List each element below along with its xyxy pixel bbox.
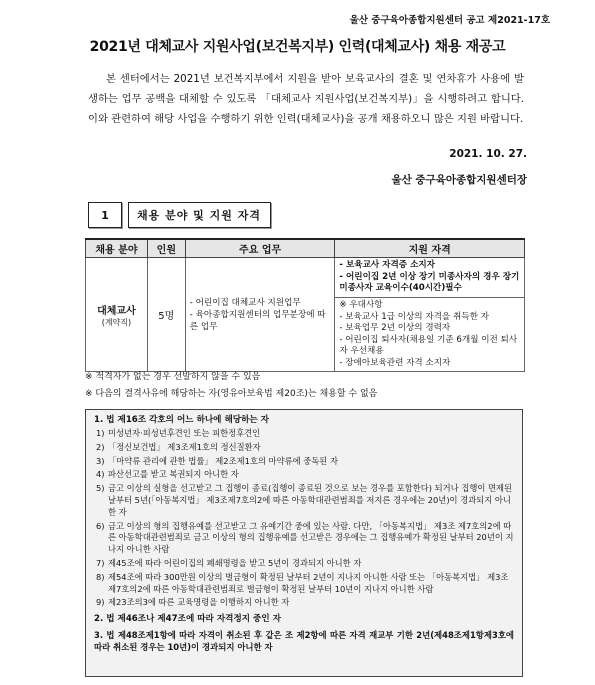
list-item: 3) 「마약류 관리에 관한 법률」 제2조제1호의 마약류에 중독된 자 [96, 455, 338, 466]
intro-paragraph: 본 센터에서는 2021년 보건복지부에서 지원을 받아 보육교사의 결혼 및 연차휴가 사용에 발생하는 업무 공백을 대체할 수 있도록 「대체교사 지원사업(보건복지부)」을 시행하려고 합니다. 이와 관련하여 해당 사업을 수행하기 위한 인력(대체교사)을 공개 채용하오니 많은 지원 바랍니다. [88, 73, 524, 125]
section-number: 1 [88, 202, 122, 228]
list-item: 6) 금고 이상의 형의 집행유예를 선고받고 그 유예기간 중에 있는 사람. 다만, 「아동복지법」 제3조 제7호의2에 따른 아동학대관련범죄로 금고 이상의 형의 집행유예를 선고받은 경우에는 그 집행유예가 확정된 날부터 20년이 지나지 아니한 사람 [96, 520, 514, 555]
list-item: 1) 미성년자·피성년후견인 또는 피한정후견인 [96, 428, 261, 438]
header-count: 인원 [147, 239, 185, 258]
duty-item: - 어린이집 대체교사 지원업무 [189, 297, 301, 308]
count-cell: 5명 [147, 258, 185, 372]
field-cell [86, 258, 148, 372]
note-item: ※ 적격자가 없는 경우 선발하지 않을 수 있음 [85, 372, 261, 382]
list-item: 2) 「정신보건법」 제3조제1호의 정신질환자 [96, 441, 261, 452]
disq-heading-2: 2. 법 제46조나 제47조에 따라 자격정지 중인 자 [94, 614, 281, 625]
notice-number: 울산 중구육아종합지원센터 공고 제2021-17호 [349, 15, 550, 26]
preferred-item: - 보육교사 1급 이상의 자격을 취득한 자 [339, 311, 489, 322]
list-item: 4) 파산선고를 받고 복권되지 아니한 자 [96, 469, 239, 480]
header-duties: 주요 업무 [185, 239, 335, 258]
disqualification-box [85, 409, 523, 677]
list-item: 8) 제54조에 따라 300만원 이상의 벌금형이 확정된 날부터 2년이 지나지 아니한 사람 또는 「아동복지법」 제3조제7호의2에 따른 아동학대관련범죄로 벌금형이 확정된 날부터 10년이 지나지 아니한 사람 [96, 571, 509, 594]
preferred-item: - 어린이집 퇴사자(채용일 기준 6개월 이전 퇴사자 우선채용 [339, 334, 518, 356]
disq-heading-3: 3. 법 제48조제1항에 따라 자격이 취소된 후 같은 조 제2항에 따른 자격 재교부 기한 2년(제48조제1항제3호에 따라 취소된 경우는 10년)이 경과되지 아니한 자 [94, 630, 514, 653]
recruitment-table [85, 238, 525, 372]
list-item: 9) 제23조의3에 따른 교육명령을 이행하지 아니한 자 [96, 597, 290, 608]
table-header-row [86, 239, 525, 258]
list-item: 7) 제45조에 따라 어린이집의 폐쇄명령을 받고 5년이 경과되지 아니한 자 [96, 557, 362, 568]
section-heading [88, 202, 271, 228]
preferred-item: ※ 우대사항 [339, 300, 383, 310]
section-title: 채용 분야 및 지원 자격 [128, 202, 271, 228]
required-qualifications [335, 258, 525, 298]
preferred-qualifications [335, 298, 525, 372]
duties-cell [185, 258, 335, 372]
issuing-organization: 울산 중구육아종합지원센터장 [391, 174, 527, 186]
disq-heading-1: 1. 법 제16조 각호의 어느 하나에 해당하는 자 [94, 415, 269, 425]
field-type: (계약직) [101, 317, 132, 327]
required-item: - 보육교사 자격증 소지자 [339, 260, 435, 271]
header-field: 채용 분야 [86, 239, 148, 258]
list-item: 5) 금고 이상의 실형을 선고받고 그 집행이 종료(집행이 종료된 것으로 보는 경우를 포함한다) 되거나 집행이 면제된 날부터 5년(「아동복지법」 제3조제7호의2에 따른 아동학대관련범죄를 저지른 경우에는 20년)이 경과되지 아니한 자 [96, 483, 513, 517]
required-item: - 어린이집 2년 이상 장기 미종사자의 경우 장기 미종사자 교육이수(40시간)필수 [339, 271, 520, 294]
notes [85, 369, 377, 403]
note-item: ※ 다음의 결격사유에 해당하는 자(영유아보육법 제20조)는 채용할 수 없음 [85, 389, 378, 399]
preferred-item: - 보육업무 2년 이상의 경력자 [339, 323, 451, 333]
table-row [86, 258, 525, 298]
page-title: 2021년 대체교사 지원사업(보건복지부) 인력(대체교사) 채용 재공고 [89, 39, 506, 55]
header-qualifications: 지원 자격 [335, 239, 525, 258]
duty-item: - 육아종합지원센터의 업무분장에 따른 업무 [189, 309, 326, 332]
preferred-item: - 장애아보육관련 자격 소지자 [339, 357, 451, 368]
notice-date: 2021. 10. 27. [449, 148, 527, 160]
field-name: 대체교사 [97, 305, 136, 317]
